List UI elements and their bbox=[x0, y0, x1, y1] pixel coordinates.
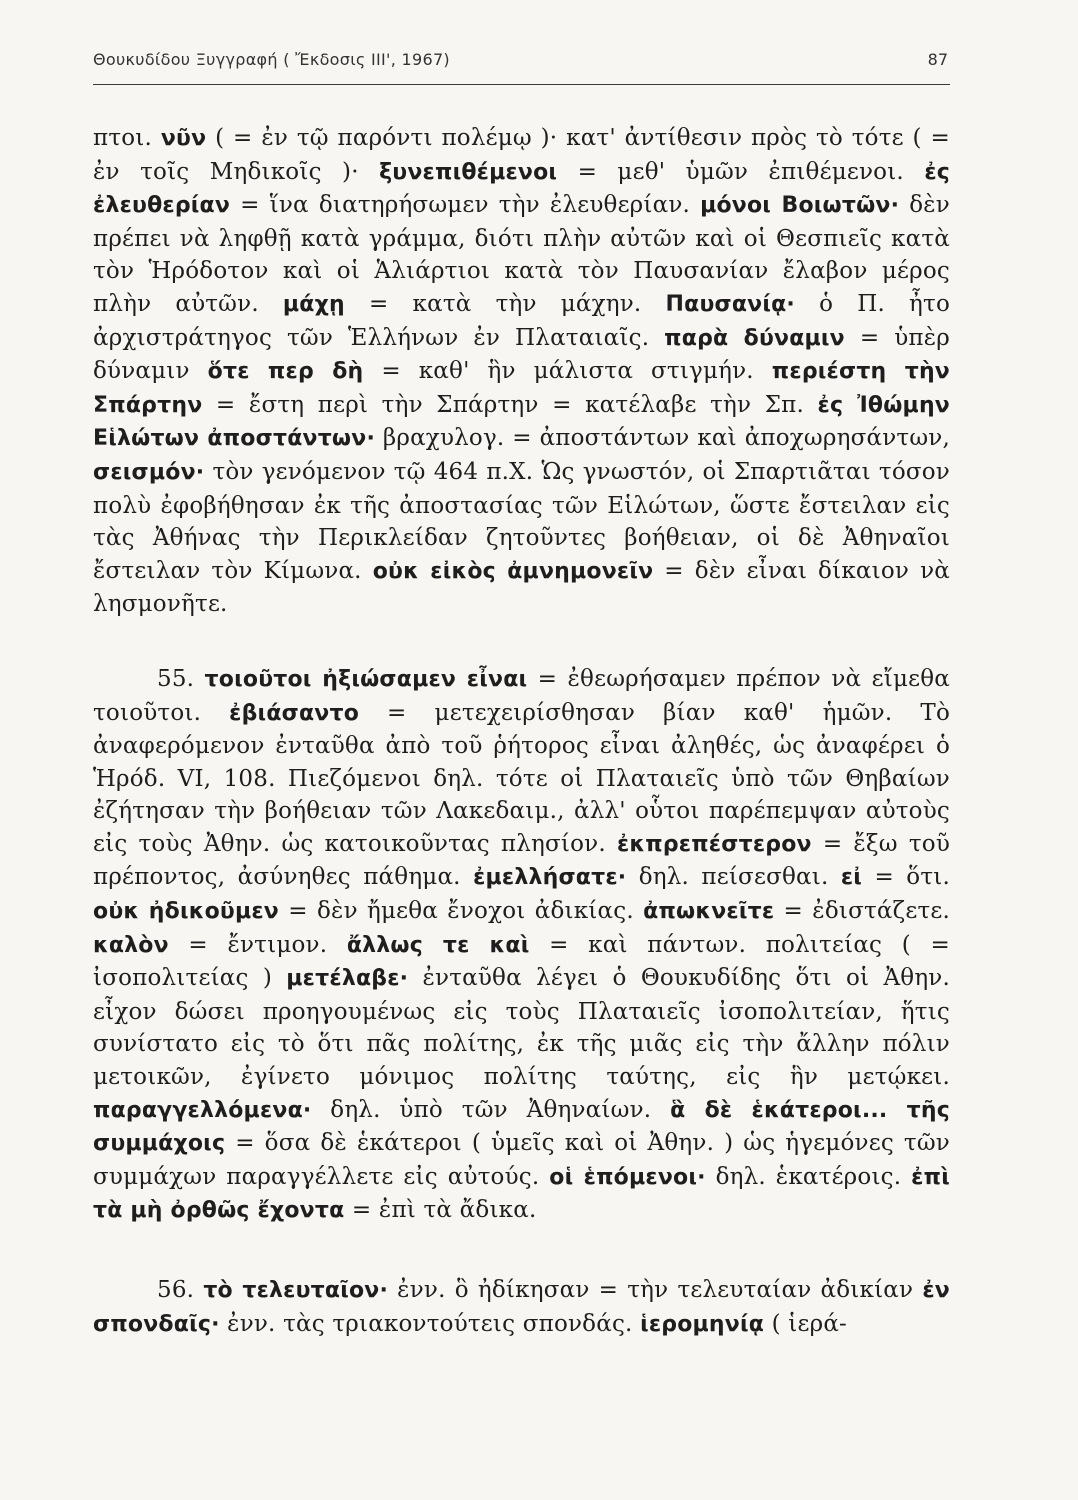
lemma: εἰ bbox=[840, 865, 863, 891]
lemma: οὐκ ἠδικοῦμεν bbox=[93, 899, 279, 925]
gloss-text: = ἔστη περὶ τὴν Σπάρτην = κατέλαβε τὴν Σπ. bbox=[202, 391, 818, 418]
gloss-text: = ἵνα διατηρήσωμεν τὴν ἐλευθερίαν. bbox=[230, 192, 701, 219]
lemma: περιέστη τὴν Σπάρτην bbox=[93, 359, 950, 418]
gloss-text: δηλ. ὑπὸ τῶν Ἀθηναίων. bbox=[311, 1096, 671, 1123]
gloss-text: δηλ. πείσεσθαι. bbox=[626, 864, 841, 891]
commentary-paragraph-55 bbox=[93, 663, 950, 1228]
lemma: ἐς Ἰθώμην Εἱλώτων ἀποστάντων· bbox=[93, 392, 950, 452]
lemma: σεισμόν· bbox=[93, 459, 205, 485]
gloss-text: δὲν πρέπει νὰ ληφθῇ κατὰ γράμμα, διότι πλὴν αὐτῶν καὶ οἱ Θεσπιεῖς κατὰ τὸν Ἡρόδοτον καὶ οἱ Ἁλιάρτιοι κατὰ τὸν Παυσανίαν ἔλαβον μέρος πλὴν αὐτῶν. bbox=[93, 192, 950, 317]
lemma: καλὸν bbox=[93, 932, 169, 958]
lemma: ἐς ἐλευθερίαν bbox=[93, 159, 950, 219]
gloss-text: 56. bbox=[157, 1277, 204, 1303]
gloss-text: = κατὰ τὴν μάχην. bbox=[344, 290, 666, 317]
gloss-text: = καθ' ἣν μάλιστα στιγμήν. bbox=[363, 358, 772, 385]
lemma: παρὰ δύναμιν bbox=[664, 325, 845, 351]
commentary-paragraph-56 bbox=[93, 1274, 950, 1341]
running-header bbox=[93, 44, 950, 85]
gloss-text: 55. bbox=[157, 665, 205, 692]
gloss-text: ( ἱερά- bbox=[764, 1310, 848, 1337]
gloss-text: = ἐπὶ τὰ ἄδικα. bbox=[344, 1197, 537, 1224]
lemma: ἄλλως τε καὶ bbox=[346, 932, 530, 958]
gloss-text: = δὲν ἤμεθα ἔνοχοι ἀδικίας. bbox=[278, 898, 644, 925]
gloss-text: = ἐθεωρήσαμεν πρέπον νὰ εἴμεθα τοιοῦτοι. bbox=[93, 665, 950, 726]
gloss-text: δηλ. ἑκατέροις. bbox=[705, 1163, 912, 1190]
lemma: ἀπωκνεῖτε bbox=[643, 899, 775, 925]
gloss-text: = μεθ' ὑμῶν ἐπιθέμενοι. bbox=[557, 158, 925, 185]
lemma: ἱερομηνίᾳ bbox=[640, 1311, 765, 1337]
lemma: ξυνεπιθέμενοι bbox=[379, 159, 558, 185]
page-number: 87 bbox=[927, 50, 948, 69]
gloss-text: = καὶ πάντων. πολιτείας ( = ἰσοπολιτείας ) bbox=[93, 931, 950, 992]
gloss-text: ὁ Π. ἦτο ἀρχιστράτηγος τῶν Ἑλλήνων ἐν Πλαταιαῖς. bbox=[93, 290, 951, 351]
commentary-paragraph-54-continued bbox=[93, 122, 950, 621]
lemma: τοιοῦτοι ἠξιώσαμεν εἶναι bbox=[204, 666, 528, 692]
gloss-text: = μετεχειρίσθησαν βίαν καθ' ἡμῶν. Τὸ ἀναφερόμενον ἐνταῦθα ἀπὸ τοῦ ῥήτορος εἶναι ἀληθές, ὡς ἀναφέρει ὁ Ἡρόδ. VI, 108. Πιεζόμενοι δηλ. τότε οἱ Πλαταιεῖς ὑπὸ τῶν Θηβαίων ἐζήτησαν τὴν βοήθειαν τῶν Λακεδαιμ., ἀλλ' οὗτοι παρέπεμψαν αὐτοὺς εἰς τοὺς Ἀθην. ὡς κατοικοῦντας πλησίον. bbox=[93, 699, 950, 857]
gloss-text: = ὅτι. bbox=[862, 864, 950, 891]
lemma: παραγγελλόμενα· bbox=[93, 1097, 312, 1123]
gloss-text: = δὲν εἶναι δίκαιον νὰ λησμονῆτε. bbox=[93, 557, 950, 618]
lemma: ἐν σπονδαῖς· bbox=[93, 1278, 950, 1337]
lemma: ἐμελλήσατε· bbox=[473, 865, 627, 891]
lemma: μόνοι Βοιωτῶν· bbox=[700, 193, 900, 219]
lemma: ἐπὶ τὰ μὴ ὀρθῶς ἔχοντα bbox=[93, 1164, 950, 1224]
gloss-text: ἐνν. τὰς τριακοντούτεις σπονδάς. bbox=[219, 1310, 641, 1337]
lemma: μετέλαβε· bbox=[286, 966, 409, 992]
lemma: ἐβιάσαντο bbox=[229, 700, 360, 726]
gloss-text: = ἐδιστάζετε. bbox=[774, 898, 950, 925]
lemma: ἐκπρεπέστερον bbox=[616, 831, 812, 857]
commentary-body bbox=[93, 122, 950, 1341]
gloss-text: ἐνν. ὃ ἠδίκησαν = τὴν τελευταίαν ἀδικίαν bbox=[388, 1277, 923, 1303]
lemma: μάχῃ bbox=[282, 291, 345, 317]
lemma: οἱ ἑπόμενοι· bbox=[549, 1164, 706, 1190]
lemma: ὅτε περ δὴ bbox=[207, 359, 364, 385]
lemma: Παυσανίᾳ· bbox=[665, 291, 795, 317]
gloss-text: βραχυλογ. = ἀποστάντων καὶ ἀποχωρησάντων, bbox=[375, 425, 950, 452]
gloss-text: = ὅσα δὲ ἑκάτεροι ( ὑμεῖς καὶ οἱ Ἀθην. ) ὡς ἡγεμόνες τῶν συμμάχων παραγγέλλετε εἰς αὐτούς. bbox=[93, 1130, 950, 1190]
gloss-text: πτοι. bbox=[93, 125, 161, 151]
gloss-text: τὸν γενόμενον τῷ 464 π.Χ. Ὡς γνωστόν, οἱ Σπαρτιᾶται τόσον πολὺ ἐφοβήθησαν ἐκ τῆς ἀποστασίας τῶν Εἱλώτων, ὥστε ἔστειλαν εἰς τὰς Ἀθήνας τὴν Περικλείδαν ζητοῦντες βοήθειαν, οἱ δὲ Ἀθηναῖοι ἔστειλαν τὸν Κίμωνα. bbox=[93, 458, 950, 584]
lemma: οὐκ εἰκὸς ἀμνημονεῖν bbox=[372, 558, 654, 584]
lemma: τὸ τελευταῖον· bbox=[203, 1278, 389, 1303]
gloss-text: ( = ἐν τῷ παρόντι πολέμῳ )· κατ' ἀντίθεσιν πρὸς τὸ τότε ( = ἐν τοῖς Μηδικοῖς )· bbox=[93, 125, 951, 185]
gloss-text: = ὑπὲρ δύναμιν bbox=[93, 324, 950, 385]
lemma: ἃ δὲ ἑκάτεροι... τῆς συμμάχοις bbox=[93, 1097, 950, 1157]
lemma: νῦν bbox=[160, 126, 207, 151]
gloss-text: ἐνταῦθα λέγει ὁ Θουκυδίδης ὅτι οἱ Ἀθην. εἶχον δώσει προηγουμένως εἰς τοὺς Πλαταιεῖς ἰσοπολιτείαν, ἥτις συνίστατο εἰς τὸ ὅτι πᾶς πολίτης, ἐκ τῆς μιᾶς εἰς τὴν ἄλλην πόλιν μετοικῶν, ἐγίνετο μόνιμος πολίτης ταύτης, εἰς ἣν μετῴκει. bbox=[93, 965, 950, 1091]
gloss-text: = ἔντιμον. bbox=[168, 931, 347, 958]
gloss-text: = ἔξω τοῦ πρέποντος, ἀσύνηθες πάθημα. bbox=[93, 830, 951, 891]
running-title: Θουκυδίδου Ξυγγραφή ( Ἔκδοσις ΙΙΙ', 1967) bbox=[93, 50, 450, 69]
